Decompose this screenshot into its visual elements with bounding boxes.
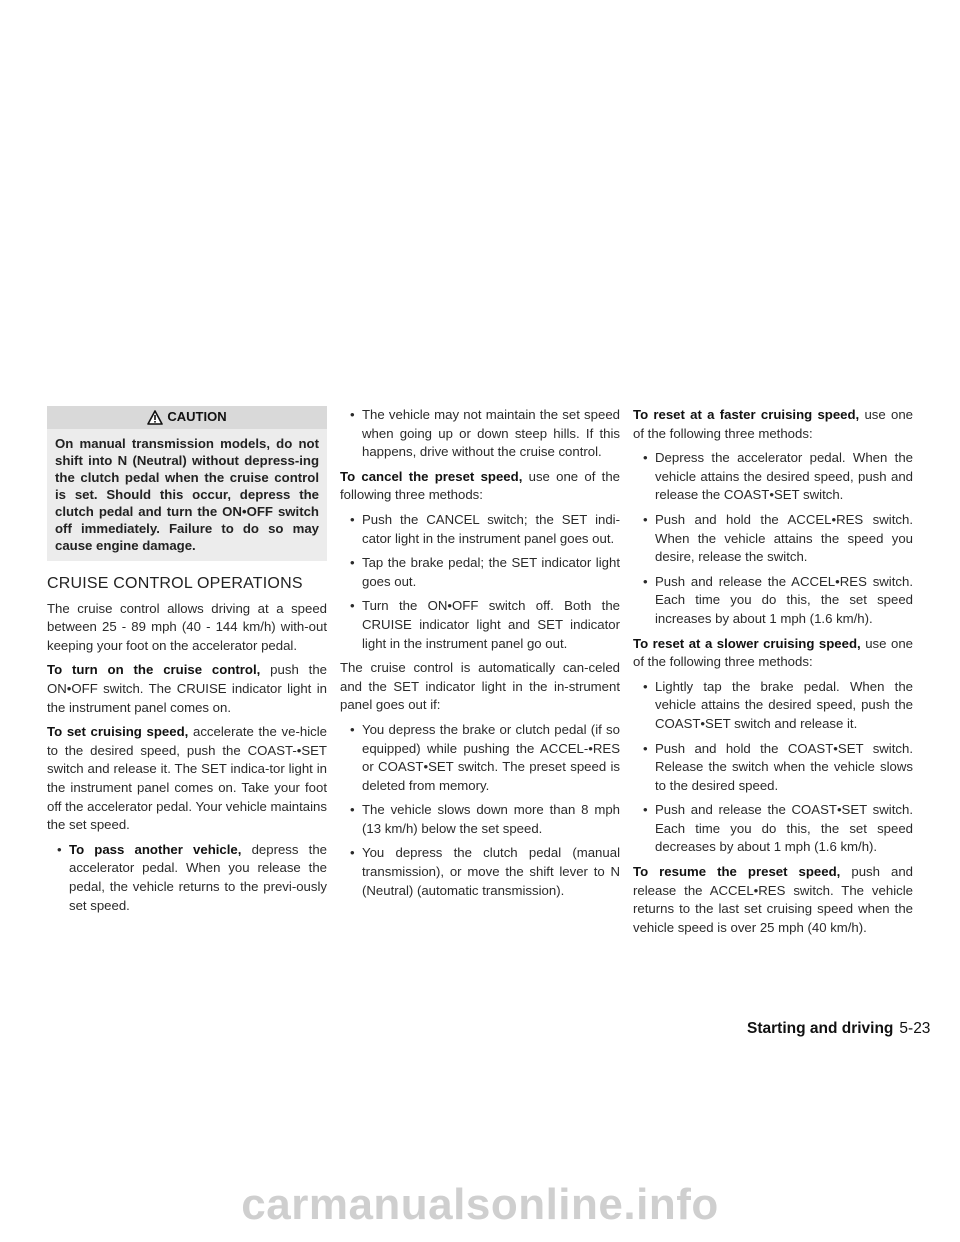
maintain-list [340,406,620,462]
turn-on-lead: To turn on the cruise control, [47,662,261,678]
cancel-text: use one of the following three methods: [340,468,620,503]
bullet: • [350,511,355,527]
bullet: • [643,802,648,818]
bullet: • [350,721,355,737]
bullet: • [350,598,355,614]
list-item-text: Push the CANCEL switch; the SET indi-cator light in the instrument panel goes out. [362,511,620,546]
pass-list [47,841,327,915]
list-item [47,841,327,915]
list-item-text: Push and hold the COAST•SET switch. Release the switch when the vehicle slows to the desired speed. [655,740,913,793]
caution-title: CAUTION [167,409,227,425]
pass-text: depress the accelerator pedal. When you release the pedal, the vehicle returns to the previ-ously set speed. [69,841,327,913]
list-item [340,801,620,838]
list-item-text: Turn the ON•OFF switch off. Both the CRUISE indicator light and SET indicator light in the instrument panel go out. [362,598,620,651]
column-right [633,406,913,943]
bullet: • [350,845,355,861]
list-item [340,844,620,900]
intro-paragraph: The cruise control allows driving at a speed between 25 - 89 mph (40 - 144 km/h) with-out keeping your foot on the accelerator pedal. [47,600,327,653]
list-item [633,573,913,629]
resume-lead: To resume the preset speed, [633,864,841,880]
bullet: • [643,573,648,589]
list-item [633,449,913,505]
bullet: • [643,678,648,694]
bullet: • [57,841,62,857]
list-item-text: Lightly tap the brake pedal. When the vehicle attains the desired speed, push the COAST•SET switch and release it. [655,678,913,731]
section-title: CRUISE CONTROL OPERATIONS [47,575,303,592]
list-item-text: Depress the accelerator pedal. When the vehicle attains the desired speed, push and release the COAST•SET switch. [655,450,913,503]
faster-paragraph [633,406,913,443]
caution-text: On manual transmission models, do not shift into N (Neutral) without depress-ing the clutch pedal when the cruise control is set. Should this occur, depress the clutch pedal and turn the ON•OFF switch off immediately. Failure to do so may cause engine damage. [47,429,327,561]
list-item-text: Push and hold the ACCEL•RES switch. When the vehicle attains the speed you desire, release the switch. [655,511,913,565]
faster-list [633,449,913,628]
list-item-text: You depress the brake or clutch pedal (if so equipped) while pushing the ACCEL-•RES or COAST•SET switch. The preset speed is deleted from memory. [362,721,620,793]
list-item [633,511,913,567]
faster-lead: To reset at a faster cruising speed, [633,407,860,422]
pass-lead: To pass another vehicle, [69,841,242,857]
caution-header [47,406,327,429]
list-item [340,721,620,795]
bullet: • [350,555,355,571]
slower-text: use one of the following three methods: [633,635,913,670]
auto-cancel-list [340,721,620,900]
page-footer [747,1020,930,1038]
slower-lead: To reset at a slower cruising speed, [633,635,861,651]
cancel-paragraph [340,468,620,505]
bullet: • [643,740,648,756]
list-item [340,554,620,591]
cancel-list [340,511,620,653]
list-item-text: The vehicle slows down more than 8 mph (13 km/h) below the set speed. [362,802,620,836]
list-item [633,678,913,734]
slower-paragraph [633,635,913,672]
maintain-text: The vehicle may not maintain the set speed when going up or down steep hills. If this happens, drive without the cruise control. [362,407,620,460]
turn-on-text: push the ON•OFF switch. The CRUISE indicator light in the instrument panel comes on. [47,662,327,715]
list-item [340,406,620,462]
faster-text: use one of the following three methods: [633,407,913,441]
resume-text: push and release the ACCEL•RES switch. The vehicle returns to the last set cruising speed when the vehicle speed is over 25 mph (40 km/h). [633,864,913,935]
column-middle [340,406,620,906]
list-item [340,511,620,548]
list-item-text: Push and release the ACCEL•RES switch. Each time you do this, the set speed increases by about 1 mph (1.6 km/h). [655,573,913,626]
set-speed-text: accelerate the ve-hicle to the desired speed, push the COAST-•SET switch and release it. The SET indica-tor light in the instrument panel comes on. Take your foot off the accelerator pedal. Your vehicle maintains the set speed. [47,724,327,833]
bullet: • [350,407,355,422]
set-speed-lead: To set cruising speed, [47,724,189,740]
list-item [340,597,620,653]
list-item-text: Tap the brake pedal; the SET indicator light goes out. [362,555,620,589]
list-item [633,740,913,796]
list-item [633,801,913,857]
bullet: • [643,511,648,527]
resume-paragraph [633,863,913,937]
slower-list [633,678,913,857]
bullet: • [350,802,355,818]
set-speed-paragraph [47,723,327,835]
auto-cancel-paragraph: The cruise control is automatically can-celed and the SET indicator light in the in-strument panel goes out if: [340,660,620,713]
cancel-lead: To cancel the preset speed, [340,468,523,484]
list-item-text: You depress the clutch pedal (manual transmission), or move the shift lever to N (Neutral) (automatic transmission). [362,845,620,898]
column-left [47,406,327,921]
footer-section: Starting and driving [747,1020,894,1037]
watermark: carmanualsonline.info [241,1180,719,1229]
turn-on-paragraph [47,661,327,717]
bullet: • [643,450,648,466]
list-item-text: Push and release the COAST•SET switch. Each time you do this, the set speed decreases by about 1 mph (1.6 km/h). [655,802,913,855]
page-number: 5-23 [899,1020,931,1037]
warning-icon [147,410,163,425]
